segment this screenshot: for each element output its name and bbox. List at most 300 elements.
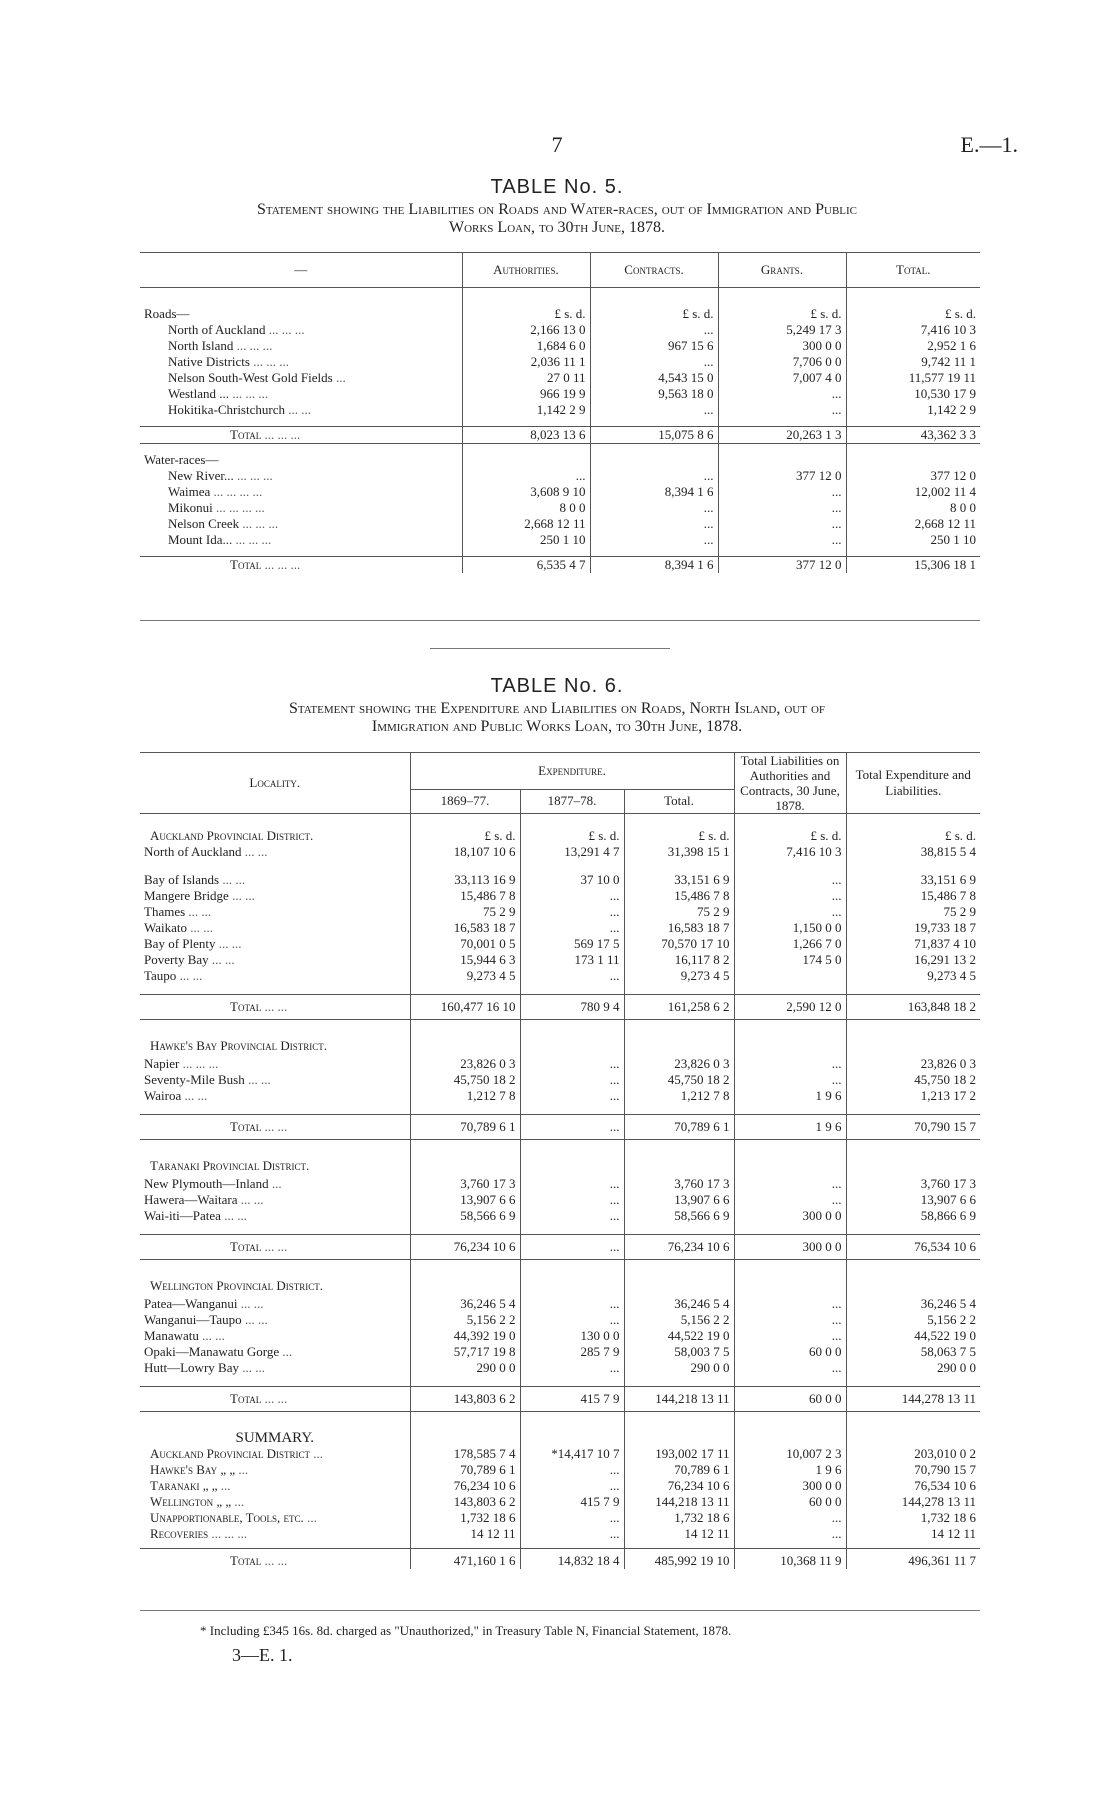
leader-dots: ... ... <box>242 1360 265 1375</box>
row-label <box>140 888 410 904</box>
leader-dots: ... ... ... <box>268 322 305 337</box>
leader-dots: ... ... <box>264 1391 288 1406</box>
row-label <box>140 322 462 338</box>
cell-value: 15,486 7 8 <box>624 888 734 904</box>
row-name: North of Auckland <box>168 322 266 337</box>
leader-dots: ... ... <box>244 844 268 859</box>
cell-value: 18,107 10 6 <box>410 844 520 860</box>
group-row <box>140 1038 980 1054</box>
cell-value: 12,002 11 4 <box>846 484 980 500</box>
cell-value: ... <box>590 532 718 548</box>
cell-value: 14 12 11 <box>846 1526 980 1542</box>
leader-dots: ... ... ... <box>264 557 301 572</box>
leader-dots: ... ... ... <box>236 338 273 353</box>
empty-cell <box>410 1430 520 1446</box>
leader-dots: ... <box>335 370 346 385</box>
cell-value: 173 1 11 <box>520 952 624 968</box>
spacer-cell <box>590 548 718 557</box>
units-row <box>140 306 980 322</box>
empty-cell <box>590 452 718 468</box>
units-cell: £ s. d. <box>846 828 980 844</box>
total-label <box>140 1115 410 1140</box>
row-label <box>140 904 410 920</box>
spacer-cell <box>734 1020 846 1039</box>
row-label <box>140 1192 410 1208</box>
spacer-cell <box>590 288 718 307</box>
cell-value: 2,668 12 11 <box>462 516 590 532</box>
page-number: 7 <box>551 132 563 157</box>
cell-value: 300 0 0 <box>718 338 846 354</box>
spacer-row <box>140 548 980 557</box>
row-name: Mangere Bridge <box>144 888 229 903</box>
spacer-cell <box>846 1412 980 1431</box>
leader-dots: ... ... ... <box>182 1056 219 1071</box>
section-divider <box>430 648 670 649</box>
cell-value: 1,150 0 0 <box>734 920 846 936</box>
spacer-cell <box>140 1376 410 1387</box>
table-row <box>140 1296 980 1312</box>
cell-value: 8 0 0 <box>846 500 980 516</box>
cell-value: 161,258 6 2 <box>624 995 734 1020</box>
spacer-cell <box>846 1140 980 1159</box>
leader-dots: ... ... ... <box>242 516 279 531</box>
cell-value: ... <box>590 516 718 532</box>
units-cell: £ s. d. <box>520 828 624 844</box>
cell-value: 300 0 0 <box>734 1208 846 1224</box>
row-name: Wellington „ „ <box>150 1494 232 1509</box>
cell-value: 10,007 2 3 <box>734 1446 846 1462</box>
cell-value: 5,156 2 2 <box>624 1312 734 1328</box>
cell-value: ... <box>590 322 718 338</box>
header-row <box>140 253 980 288</box>
table-row <box>140 1462 980 1478</box>
cell-value: 3,760 17 3 <box>410 1176 520 1192</box>
cell-value: 58,566 6 9 <box>624 1208 734 1224</box>
cell-value: 58,063 7 5 <box>846 1344 980 1360</box>
empty-cell <box>718 452 846 468</box>
cell-value: 57,717 19 8 <box>410 1344 520 1360</box>
cell-value: 7,706 0 0 <box>718 354 846 370</box>
cell-value: 33,151 6 9 <box>846 872 980 888</box>
cell-value: ... <box>520 1208 624 1224</box>
spacer-cell <box>846 418 980 427</box>
table-row <box>140 468 980 484</box>
cell-value: ... <box>520 1235 624 1260</box>
row-name: Wai-iti—Patea <box>144 1208 221 1223</box>
spacer-row <box>140 1140 980 1159</box>
cell-value: 160,477 16 10 <box>410 995 520 1020</box>
group-row <box>140 1158 980 1174</box>
leader-dots: ... ... ... <box>232 386 269 401</box>
cell-value: 1,212 7 8 <box>410 1088 520 1104</box>
empty-cell <box>734 1278 846 1294</box>
cell-value: 13,907 6 6 <box>846 1192 980 1208</box>
table6-subtitle-line1: Statement showing the Expenditure and Liabilities on Roads, North Island, out of <box>288 700 826 717</box>
cell-value: 8 0 0 <box>462 500 590 516</box>
summary-title-row <box>140 1430 980 1446</box>
cell-value: ... <box>734 888 846 904</box>
cell-value: *14,417 10 7 <box>520 1446 624 1462</box>
cell-value: 75 2 9 <box>624 904 734 920</box>
row-label <box>140 1176 410 1192</box>
cell-value: 10,368 11 9 <box>734 1549 846 1570</box>
cell-value: 2,668 12 11 <box>846 516 980 532</box>
footnote: * Including £345 16s. 8d. charged as "Unauthorized," in Treasury Table N, Financial Statement, 1878. <box>200 1623 732 1638</box>
spacer-cell <box>624 1376 734 1387</box>
cell-value: ... <box>718 532 846 548</box>
spacer-cell <box>462 288 590 307</box>
row-name: Nelson Creek <box>168 516 240 531</box>
row-name: Total <box>230 1391 262 1406</box>
cell-value: 6,535 4 7 <box>462 557 590 574</box>
leader-dots: ... ... <box>240 1296 264 1311</box>
cell-value: 70,001 0 5 <box>410 936 520 952</box>
units-label: Roads— <box>144 306 190 321</box>
spacer-cell <box>624 984 734 995</box>
spacer-cell <box>520 1020 624 1039</box>
cell-value: 300 0 0 <box>734 1235 846 1260</box>
spacer-cell <box>846 1376 980 1387</box>
spacer-row <box>140 1260 980 1279</box>
row-name: Hawera—Waitara <box>144 1192 238 1207</box>
cell-value: 569 17 5 <box>520 936 624 952</box>
cell-value: 3,608 9 10 <box>462 484 590 500</box>
cell-value: 377 12 0 <box>718 468 846 484</box>
cell-value: 1,684 6 0 <box>462 338 590 354</box>
cell-value: ... <box>734 1328 846 1344</box>
table-row <box>140 844 980 860</box>
spacer-cell <box>734 814 846 829</box>
leader-dots: ... ... ... <box>264 427 301 442</box>
table-row <box>140 1344 980 1360</box>
cell-value: ... <box>590 500 718 516</box>
spacer-cell <box>520 1224 624 1235</box>
row-name: North Island <box>168 338 234 353</box>
row-label <box>140 1088 410 1104</box>
leader-dots: ... ... <box>264 1119 288 1134</box>
cell-value: 11,577 19 11 <box>846 370 980 386</box>
row-label <box>140 952 410 968</box>
cell-value: 174 5 0 <box>734 952 846 968</box>
spacer-cell <box>846 1104 980 1115</box>
column-header: — <box>140 253 462 288</box>
leader-dots: ... ... ... <box>211 1526 248 1541</box>
cell-value: 13,907 6 6 <box>624 1192 734 1208</box>
leader-dots: ... ... <box>211 952 235 967</box>
cell-value: 7,007 4 0 <box>718 370 846 386</box>
units-row <box>140 828 980 844</box>
row-label <box>140 338 462 354</box>
spacer-cell <box>718 418 846 427</box>
cell-value: 23,826 0 3 <box>624 1056 734 1072</box>
cell-value: 23,826 0 3 <box>410 1056 520 1072</box>
cell-value: 2,590 12 0 <box>734 995 846 1020</box>
cell-value: 37 10 0 <box>520 872 624 888</box>
leader-dots: ... <box>282 1344 293 1359</box>
leader-dots: ... ... ... ... <box>216 500 265 515</box>
spacer-cell <box>140 444 462 453</box>
table5 <box>140 252 980 573</box>
leader-dots: ... ... <box>288 402 311 417</box>
row-label <box>140 484 462 500</box>
spacer-cell <box>140 1104 410 1115</box>
column-header-y2: 1877–78. <box>520 789 624 813</box>
cell-value: ... <box>520 1072 624 1088</box>
cell-value: ... <box>734 1176 846 1192</box>
spacer-cell <box>140 548 462 557</box>
row-name: Bay of Plenty <box>144 936 216 951</box>
spacer-cell <box>624 1020 734 1039</box>
cell-value: ... <box>718 516 846 532</box>
cell-value: 70,789 6 1 <box>410 1115 520 1140</box>
table-row <box>140 1494 980 1510</box>
spacer-row <box>140 1020 980 1039</box>
row-name: North of Auckland <box>144 844 242 859</box>
total-row <box>140 1115 980 1140</box>
spacer-cell <box>846 1020 980 1039</box>
row-label <box>140 936 410 952</box>
cell-value: 193,002 17 11 <box>624 1446 734 1462</box>
leader-dots: ... <box>220 1478 231 1493</box>
cell-value: ... <box>520 1056 624 1072</box>
spacer-cell <box>140 1140 410 1159</box>
spacer-cell <box>520 1376 624 1387</box>
cell-value: 14 12 11 <box>410 1526 520 1542</box>
row-name: Patea—Wanganui <box>144 1296 238 1311</box>
cell-value: ... <box>734 872 846 888</box>
leader-dots: ... ... <box>179 968 203 983</box>
cell-value: 15,944 6 3 <box>410 952 520 968</box>
leader-dots: ... ... <box>184 1088 208 1103</box>
leader-dots: ... ... <box>232 888 255 903</box>
cell-value: 250 1 10 <box>846 532 980 548</box>
spacer-cell <box>846 1260 980 1279</box>
row-label <box>140 1296 410 1312</box>
cell-value: 44,522 19 0 <box>624 1328 734 1344</box>
row-name: Unapportionable, Tools, etc. <box>150 1510 304 1525</box>
empty-cell <box>520 1430 624 1446</box>
cell-value: ... <box>520 1526 624 1542</box>
cell-value: 1,142 2 9 <box>846 402 980 418</box>
spacer-cell <box>624 860 734 872</box>
row-label <box>140 1208 410 1224</box>
cell-value: 14 12 11 <box>624 1526 734 1542</box>
cell-value: 76,234 10 6 <box>410 1478 520 1494</box>
cell-value: ... <box>734 904 846 920</box>
cell-value: 8,023 13 6 <box>462 427 590 444</box>
cell-value: 144,218 13 11 <box>624 1387 734 1412</box>
row-name: Taranaki „ „ <box>150 1478 218 1493</box>
leader-dots: ... <box>313 1446 324 1461</box>
row-name: Mount Ida... <box>168 532 233 547</box>
total-label <box>140 1387 410 1412</box>
empty-cell <box>846 452 980 468</box>
spacer-cell <box>462 444 590 453</box>
table5-subtitle-line1: Statement showing the Liabilities on Roads and Water-races, out of Immigration and Public <box>256 201 858 218</box>
table-row <box>140 1328 980 1344</box>
table6-subtitle <box>150 700 964 736</box>
leader-dots: ... ... <box>188 904 212 919</box>
cell-value: ... <box>734 1526 846 1542</box>
empty-cell <box>734 1158 846 1174</box>
units-cell: £ s. d. <box>734 828 846 844</box>
row-name: Hutt—Lowry Bay <box>144 1360 239 1375</box>
cell-value: ... <box>520 1510 624 1526</box>
row-label <box>140 1056 410 1072</box>
row-name: New Plymouth—Inland <box>144 1176 269 1191</box>
cell-value: ... <box>520 1176 624 1192</box>
spacer-row <box>140 444 980 453</box>
spacer-row <box>140 288 980 307</box>
cell-value: ... <box>590 468 718 484</box>
units-cell: £ s. d. <box>624 828 734 844</box>
cell-value: 966 19 9 <box>462 386 590 402</box>
row-label <box>140 968 410 984</box>
spacer-row <box>140 1376 980 1387</box>
group-row <box>140 452 980 468</box>
cell-value: 1,732 18 6 <box>410 1510 520 1526</box>
row-label <box>140 1526 410 1542</box>
cell-value: 1,732 18 6 <box>624 1510 734 1526</box>
spacer-cell <box>520 814 624 829</box>
row-label <box>140 1462 410 1478</box>
cell-value: 38,815 5 4 <box>846 844 980 860</box>
row-name: Mikonui <box>168 500 213 515</box>
cell-value: 27 0 11 <box>462 370 590 386</box>
cell-value: 20,263 1 3 <box>718 427 846 444</box>
spacer-cell <box>410 1140 520 1159</box>
spacer-cell <box>718 548 846 557</box>
cell-value: 9,273 4 5 <box>846 968 980 984</box>
leader-dots: ... <box>238 1462 249 1477</box>
row-label <box>140 1328 410 1344</box>
table-row <box>140 1360 980 1376</box>
group-label: Water-races— <box>144 452 219 467</box>
cell-value: 58,866 6 9 <box>846 1208 980 1224</box>
cell-value: 144,218 13 11 <box>624 1494 734 1510</box>
column-header: Grants. <box>718 253 846 288</box>
row-name: Total <box>230 557 262 572</box>
cell-value: 290 0 0 <box>846 1360 980 1376</box>
table-row <box>140 1510 980 1526</box>
table5-subtitle <box>100 201 1014 237</box>
header-row <box>140 753 980 790</box>
table-row <box>140 484 980 500</box>
leader-dots: ... ... <box>264 999 288 1014</box>
cell-value: 780 9 4 <box>520 995 624 1020</box>
cell-value: 9,742 11 1 <box>846 354 980 370</box>
cell-value: ... <box>520 1360 624 1376</box>
row-name: Bay of Islands <box>144 872 220 887</box>
row-label <box>140 1344 410 1360</box>
total-row <box>140 557 980 574</box>
spacer-cell <box>140 1412 410 1431</box>
cell-value: ... <box>520 920 624 936</box>
group-row <box>140 1278 980 1294</box>
total-label <box>140 427 462 444</box>
cell-value: ... <box>520 888 624 904</box>
cell-value: 76,234 10 6 <box>624 1235 734 1260</box>
table5-title: TABLE No. 5. <box>490 176 624 198</box>
spacer-cell <box>624 1140 734 1159</box>
cell-value: 16,583 18 7 <box>624 920 734 936</box>
cell-value: 203,010 0 2 <box>846 1446 980 1462</box>
row-label <box>140 1494 410 1510</box>
row-label <box>140 1312 410 1328</box>
units-cell: £ s. d. <box>718 306 846 322</box>
page-reference: E.—1. <box>960 132 1018 157</box>
spacer-cell <box>140 814 410 829</box>
cell-value: 143,803 6 2 <box>410 1387 520 1412</box>
cell-value: 1,213 17 2 <box>846 1088 980 1104</box>
spacer-cell <box>410 860 520 872</box>
column-header-total: Total. <box>624 789 734 813</box>
spacer-cell <box>410 1020 520 1039</box>
cell-value: 471,160 1 6 <box>410 1549 520 1570</box>
row-name: Poverty Bay <box>144 952 209 967</box>
table-row <box>140 322 980 338</box>
cell-value: 163,848 18 2 <box>846 995 980 1020</box>
empty-cell <box>846 1158 980 1174</box>
table-row <box>140 516 980 532</box>
cell-value: 45,750 18 2 <box>846 1072 980 1088</box>
cell-value: 14,832 18 4 <box>520 1549 624 1570</box>
cell-value: 15,486 7 8 <box>846 888 980 904</box>
column-header-y1: 1869–77. <box>410 789 520 813</box>
cell-value: 5,156 2 2 <box>846 1312 980 1328</box>
spacer-cell <box>718 288 846 307</box>
cell-value: ... <box>520 1478 624 1494</box>
row-label <box>140 532 462 548</box>
cell-value: ... <box>718 484 846 500</box>
table-row <box>140 500 980 516</box>
cell-value: 36,246 5 4 <box>410 1296 520 1312</box>
column-header: Total. <box>846 253 980 288</box>
spacer-cell <box>624 1412 734 1431</box>
cell-value: 3,760 17 3 <box>846 1176 980 1192</box>
row-name: Total <box>230 1239 262 1254</box>
leader-dots: ... ... ... <box>253 354 289 369</box>
units-label: Auckland Provincial District. <box>150 828 314 843</box>
table6 <box>140 752 980 1569</box>
row-name: Waimea <box>168 484 211 499</box>
cell-value: ... <box>718 386 846 402</box>
cell-value: 70,789 6 1 <box>410 1462 520 1478</box>
spacer-cell <box>734 1104 846 1115</box>
cell-value: 71,837 4 10 <box>846 936 980 952</box>
leader-dots: ... ... <box>218 936 242 951</box>
row-name: Taupo <box>144 968 177 983</box>
cell-value: 377 12 0 <box>718 557 846 574</box>
spacer-cell <box>624 814 734 829</box>
empty-cell <box>734 1038 846 1054</box>
cell-value: ... <box>734 1072 846 1088</box>
cell-value: 43,362 3 3 <box>846 427 980 444</box>
table-row <box>140 386 980 402</box>
empty-cell <box>846 1038 980 1054</box>
column-header-locality: Locality. <box>140 753 410 814</box>
cell-value: 1,212 7 8 <box>624 1088 734 1104</box>
leader-dots: ... ... ... <box>236 468 273 483</box>
spacer-cell <box>846 548 980 557</box>
row-label <box>140 920 410 936</box>
cell-value: 58,003 7 5 <box>624 1344 734 1360</box>
row-name: Total <box>230 999 262 1014</box>
cell-value: 9,273 4 5 <box>624 968 734 984</box>
empty-cell <box>624 1430 734 1446</box>
cell-value: 36,246 5 4 <box>846 1296 980 1312</box>
cell-value: 485,992 19 10 <box>624 1549 734 1570</box>
